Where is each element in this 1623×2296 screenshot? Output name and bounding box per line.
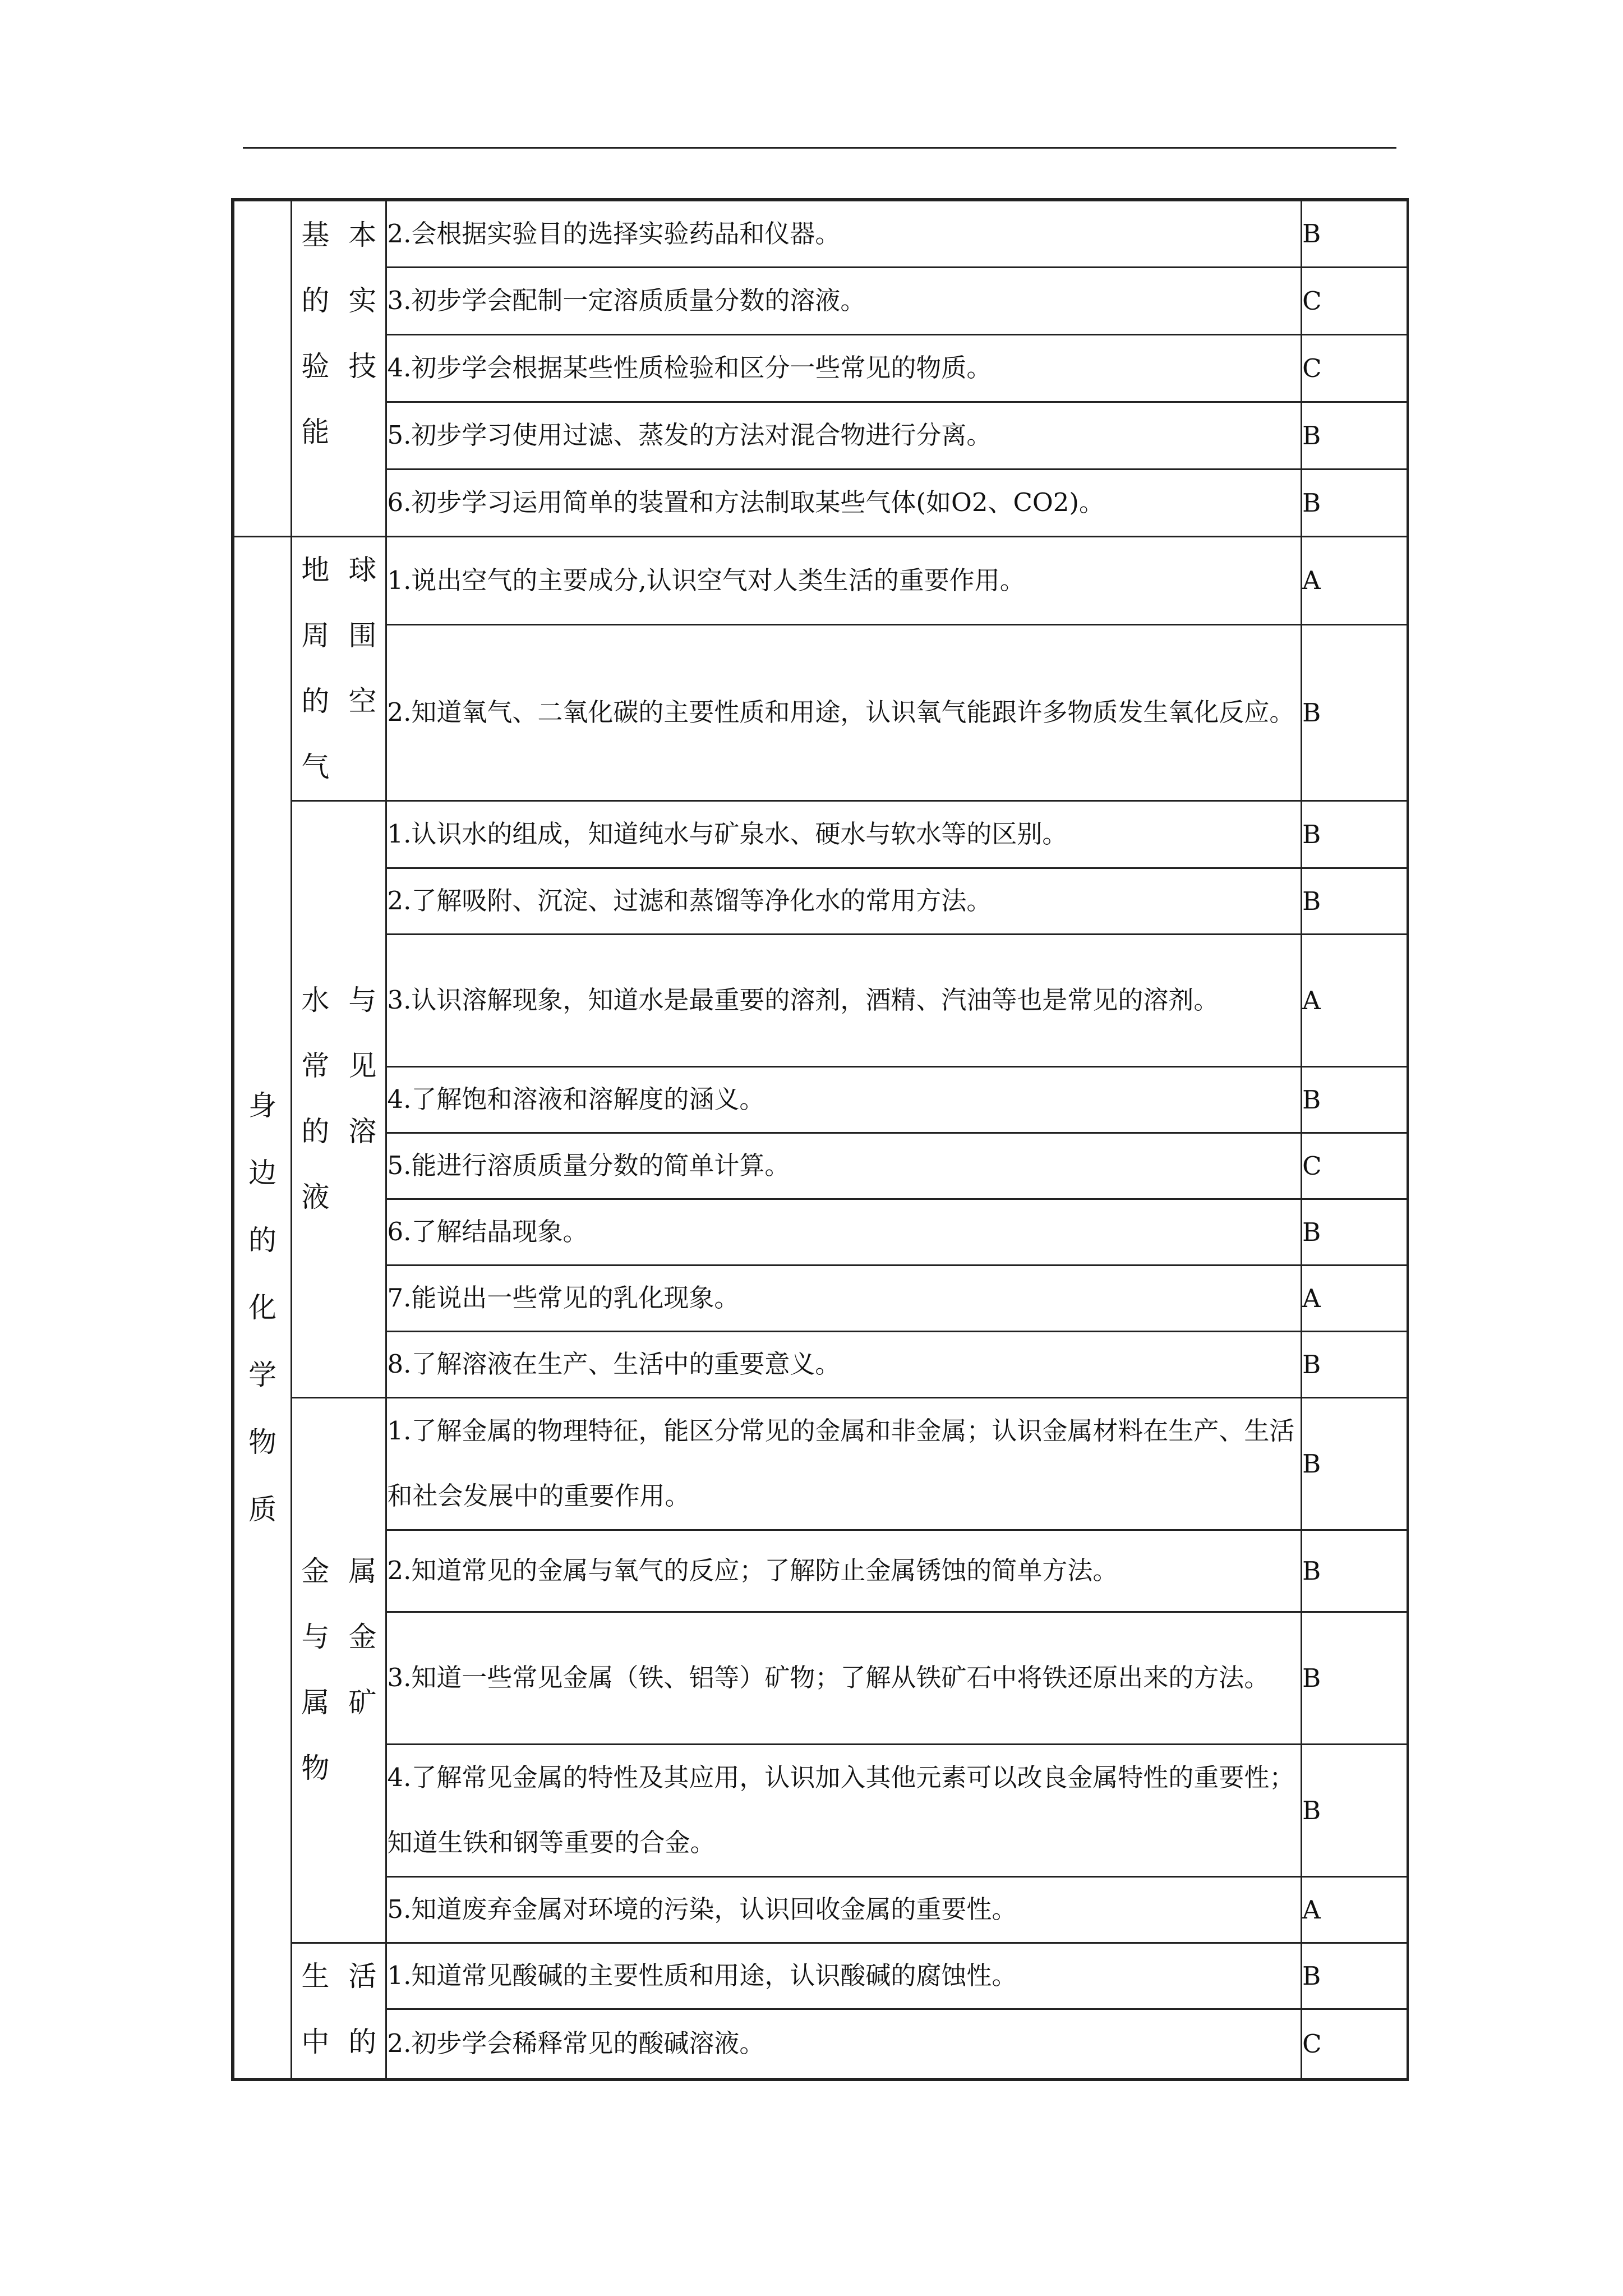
subsection-label	[292, 1944, 385, 2075]
subsection-label-char: 与	[348, 984, 377, 1016]
requirement-text: 5.知道废弃金属对环境的污染，认识回收金属的重要性。	[386, 1876, 1302, 1943]
subsection-label-char: 验	[301, 350, 330, 383]
section-label-char: 边	[248, 1156, 277, 1189]
requirement-text: 8.了解溶液在生产、生活中的重要意义。	[386, 1331, 1302, 1397]
requirement-text: 4.了解常见金属的特性及其应用，认识加入其他元素可以改良金属特性的重要性；知道生铁和钢等重要的合金。	[386, 1744, 1302, 1876]
table-row	[233, 1133, 1408, 1199]
requirement-text: 5.能进行溶质质量分数的简单计算。	[386, 1133, 1302, 1199]
level-cell: B	[1302, 469, 1408, 536]
subsection-label-char: 常	[301, 1050, 330, 1082]
requirement-text: 2.会根据实验目的选择实验药品和仪器。	[386, 200, 1302, 267]
subsection-label-char: 活	[348, 1959, 377, 1993]
subsection-label-cell	[292, 800, 386, 1397]
subsection-label-char: 的	[301, 284, 330, 317]
requirement-text: 5.初步学习使用过滤、蒸发的方法对混合物进行分离。	[386, 402, 1302, 469]
subsection-label-cell	[292, 200, 386, 536]
table-row	[233, 536, 1408, 624]
subsection-label-char: 液	[301, 1181, 330, 1213]
table-row	[233, 1744, 1408, 1876]
section-label-char: 学	[248, 1358, 277, 1391]
level-cell: B	[1302, 868, 1408, 934]
requirement-text: 4.了解饱和溶液和溶解度的涵义。	[386, 1066, 1302, 1133]
level-cell: C	[1302, 1133, 1408, 1199]
table-row	[233, 624, 1408, 800]
level-cell: A	[1302, 1876, 1408, 1943]
table-row	[233, 1530, 1408, 1612]
section-label	[234, 1072, 291, 1543]
subsection-label-char: 中	[301, 2025, 330, 2058]
table-row	[233, 200, 1408, 267]
requirement-text: 7.能说出一些常见的乳化现象。	[386, 1265, 1302, 1331]
section-label-char: 质	[248, 1493, 277, 1526]
requirement-text: 3.初步学会配制一定溶质质量分数的溶液。	[386, 267, 1302, 334]
table-row	[233, 1397, 1408, 1530]
section-label-char: 的	[248, 1223, 277, 1257]
subsection-label-char: 的	[301, 684, 330, 717]
subsection-label-char: 物	[301, 1752, 330, 1784]
level-cell: A	[1302, 536, 1408, 624]
subsection-label-char: 溶	[348, 1115, 377, 1148]
level-cell: B	[1302, 624, 1408, 800]
table-row	[233, 1265, 1408, 1331]
table-row	[233, 2009, 1408, 2079]
subsection-label-cell	[292, 1397, 386, 1943]
level-cell: B	[1302, 1612, 1408, 1744]
level-cell: C	[1302, 334, 1408, 402]
level-cell: B	[1302, 200, 1408, 267]
level-cell: B	[1302, 1331, 1408, 1397]
subsection-label-char: 生	[301, 1959, 330, 1993]
subsection-label-char: 气	[301, 750, 330, 783]
subsection-label-char: 见	[348, 1050, 377, 1082]
subsection-label-char: 属	[301, 1686, 330, 1719]
level-cell: A	[1302, 1265, 1408, 1331]
table-row	[233, 1876, 1408, 1943]
subsection-label-char: 空	[348, 684, 377, 717]
level-cell: C	[1302, 267, 1408, 334]
subsection-label-char: 地	[301, 553, 330, 586]
table-row	[233, 1199, 1408, 1265]
level-cell: B	[1302, 1530, 1408, 1612]
table-row	[233, 1331, 1408, 1397]
level-cell: B	[1302, 1744, 1408, 1876]
subsection-label-char: 实	[348, 284, 377, 317]
requirement-text: 2.知道氧气、二氧化碳的主要性质和用途，认识氧气能跟许多物质发生氧化反应。	[386, 624, 1302, 800]
requirement-text: 2.了解吸附、沉淀、过滤和蒸馏等净化水的常用方法。	[386, 868, 1302, 934]
subsection-label	[292, 203, 385, 465]
table-row	[233, 267, 1408, 334]
header-rule	[243, 147, 1396, 149]
table-row	[233, 334, 1408, 402]
subsection-label-char: 基	[301, 219, 330, 251]
requirement-text: 1.说出空气的主要成分,认识空气对人类生活的重要作用。	[386, 536, 1302, 624]
subsection-label-char: 属	[348, 1555, 377, 1588]
requirement-text: 1.认识水的组成，知道纯水与矿泉水、硬水与软水等的区别。	[386, 800, 1302, 868]
section-label-char: 化	[248, 1291, 277, 1324]
table-row	[233, 1612, 1408, 1744]
requirement-text: 6.初步学习运用简单的装置和方法制取某些气体(如O2、CO2)。	[386, 469, 1302, 536]
requirement-text: 3.认识溶解现象，知道水是最重要的溶剂，酒精、汽油等也是常见的溶剂。	[386, 934, 1302, 1066]
subsection-label-char: 水	[301, 984, 330, 1016]
table-row	[233, 469, 1408, 536]
requirement-text: 2.知道常见的金属与氧气的反应；了解防止金属锈蚀的简单方法。	[386, 1530, 1302, 1612]
level-cell: A	[1302, 934, 1408, 1066]
level-cell: B	[1302, 402, 1408, 469]
level-cell: B	[1302, 800, 1408, 868]
level-cell: B	[1302, 1943, 1408, 2009]
subsection-label	[292, 537, 385, 800]
subsection-label-char: 球	[348, 553, 377, 586]
section-label-char: 身	[248, 1089, 277, 1122]
subsection-label-char: 能	[301, 416, 330, 448]
subsection-label-char: 的	[348, 2025, 377, 2058]
table-row	[233, 934, 1408, 1066]
table-row	[233, 868, 1408, 934]
requirement-text: 1.知道常见酸碱的主要性质和用途，认识酸碱的腐蚀性。	[386, 1943, 1302, 2009]
level-cell: B	[1302, 1066, 1408, 1133]
subsection-label-char: 金	[301, 1555, 330, 1588]
subsection-label-char: 本	[348, 219, 377, 251]
subsection-label-char: 金	[348, 1621, 377, 1653]
subsection-label	[292, 1539, 385, 1801]
section-label-char: 物	[248, 1425, 277, 1458]
subsection-label-cell	[292, 536, 386, 800]
subsection-label-char: 围	[348, 619, 377, 652]
subsection-label-char: 周	[301, 619, 330, 652]
table-row	[233, 800, 1408, 868]
requirement-text: 2.初步学会稀释常见的酸碱溶液。	[386, 2009, 1302, 2079]
subsection-label-char: 矿	[348, 1686, 377, 1719]
subsection-label-char: 与	[301, 1621, 330, 1653]
subsection-label-char: 技	[348, 350, 377, 383]
subsection-label	[292, 968, 385, 1230]
curriculum-standards-table	[231, 198, 1409, 2081]
level-cell: B	[1302, 1397, 1408, 1530]
section-label-cell	[233, 200, 292, 536]
table-row	[233, 402, 1408, 469]
level-cell: B	[1302, 1199, 1408, 1265]
table-row	[233, 1066, 1408, 1133]
level-cell: C	[1302, 2009, 1408, 2079]
table-row	[233, 1943, 1408, 2009]
section-label-cell	[233, 536, 292, 2079]
requirement-text: 4.初步学会根据某些性质检验和区分一些常见的物质。	[386, 334, 1302, 402]
requirement-text: 3.知道一些常见金属（铁、铝等）矿物；了解从铁矿石中将铁还原出来的方法。	[386, 1612, 1302, 1744]
subsection-label-char: 的	[301, 1115, 330, 1148]
requirement-text: 6.了解结晶现象。	[386, 1199, 1302, 1265]
subsection-label-cell	[292, 1943, 386, 2079]
requirement-text: 1.了解金属的物理特征，能区分常见的金属和非金属；认识金属材料在生产、生活和社会发展中的重要作用。	[386, 1397, 1302, 1530]
